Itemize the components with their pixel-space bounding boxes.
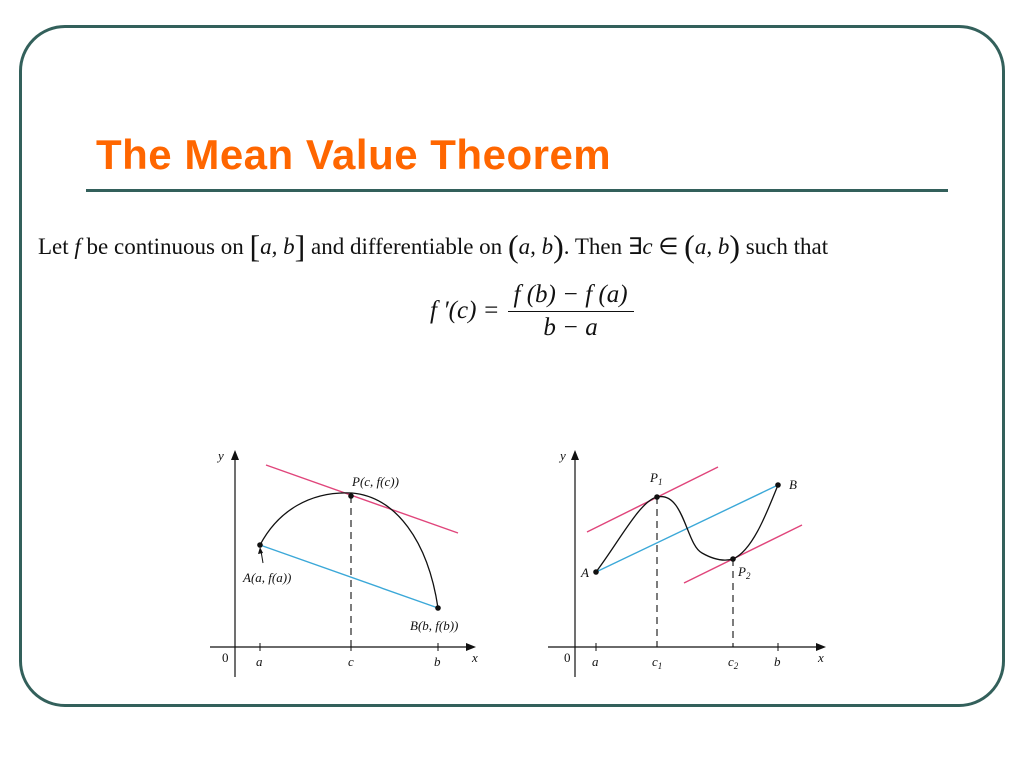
y-axis-label: y: [560, 448, 566, 463]
label-point-p: P(c, f(c)): [352, 474, 399, 489]
statement-such-that: such that: [745, 234, 829, 259]
tick-label-a: a: [592, 654, 599, 669]
theorem-statement: [38, 228, 1013, 266]
statement-let: Let: [38, 234, 69, 259]
x-axis-label: x: [472, 650, 478, 665]
slide-title: The Mean Value Theorem: [96, 131, 612, 178]
figure-single-tangent: [200, 445, 490, 685]
tick-label-c1: $c_1$: [652, 654, 663, 671]
formula-numerator: f (b) − f (a): [508, 281, 634, 312]
statement-then: . Then: [563, 234, 623, 259]
formula-lhs: f ′(c) =: [430, 297, 500, 324]
closed-interval: a, b: [260, 234, 295, 259]
point-p1-dot: [654, 494, 660, 500]
statement-differentiable: and differentiable on: [311, 234, 503, 259]
x-axis-label: x: [818, 650, 824, 665]
open-interval: a, b: [518, 234, 554, 259]
point-p-dot: [348, 493, 354, 499]
title-divider: [86, 189, 948, 192]
y-axis-arrow-icon: [571, 450, 579, 460]
paren-close: ): [553, 228, 564, 264]
formula-fraction: [508, 281, 634, 342]
figure-left-svg: [200, 445, 490, 685]
paren-open: (: [507, 228, 519, 264]
label-point-b: B(b, f(b)): [410, 618, 459, 633]
tick-label-b: b: [434, 654, 441, 669]
bracket-open: [: [249, 228, 261, 264]
label-point-a: A(a, f(a)): [243, 570, 292, 585]
label-point-b: B: [789, 477, 797, 492]
label-point-p1: $P_1$: [650, 470, 663, 487]
element-of-symbol: ∈: [658, 234, 679, 259]
open-interval-2: a, b: [694, 234, 730, 259]
point-b-dot: [775, 482, 781, 488]
paren-close-2: ): [729, 228, 740, 264]
formula-denominator: b − a: [543, 313, 598, 341]
y-axis-label: y: [218, 448, 224, 463]
mvt-formula: [430, 274, 634, 348]
paren-open-2: (: [684, 228, 695, 264]
figure-right-svg: [540, 445, 840, 685]
tick-label-a: a: [256, 654, 263, 669]
tick-label-c2: $c_2$: [728, 654, 739, 671]
y-axis-arrow-icon: [231, 450, 239, 460]
point-b-dot: [435, 605, 441, 611]
label-point-a: A: [581, 565, 589, 580]
tick-label-c: c: [348, 654, 354, 669]
exists-symbol: ∃: [627, 234, 643, 259]
label-point-p2: $P_2$: [738, 564, 751, 581]
point-a-dot: [257, 542, 263, 548]
statement-c: c: [642, 234, 653, 259]
point-a-dot: [593, 569, 599, 575]
bracket-close: ]: [294, 228, 306, 264]
pointer-arrowhead-icon: [258, 547, 263, 554]
statement-f: f: [74, 234, 81, 259]
tick-label-b: b: [774, 654, 781, 669]
point-p2-dot: [730, 556, 736, 562]
origin-label: 0: [564, 650, 571, 665]
origin-label: 0: [222, 650, 229, 665]
statement-continuous: be continuous on: [86, 234, 244, 259]
figure-two-tangents: [540, 445, 840, 685]
function-curve: [260, 493, 438, 608]
